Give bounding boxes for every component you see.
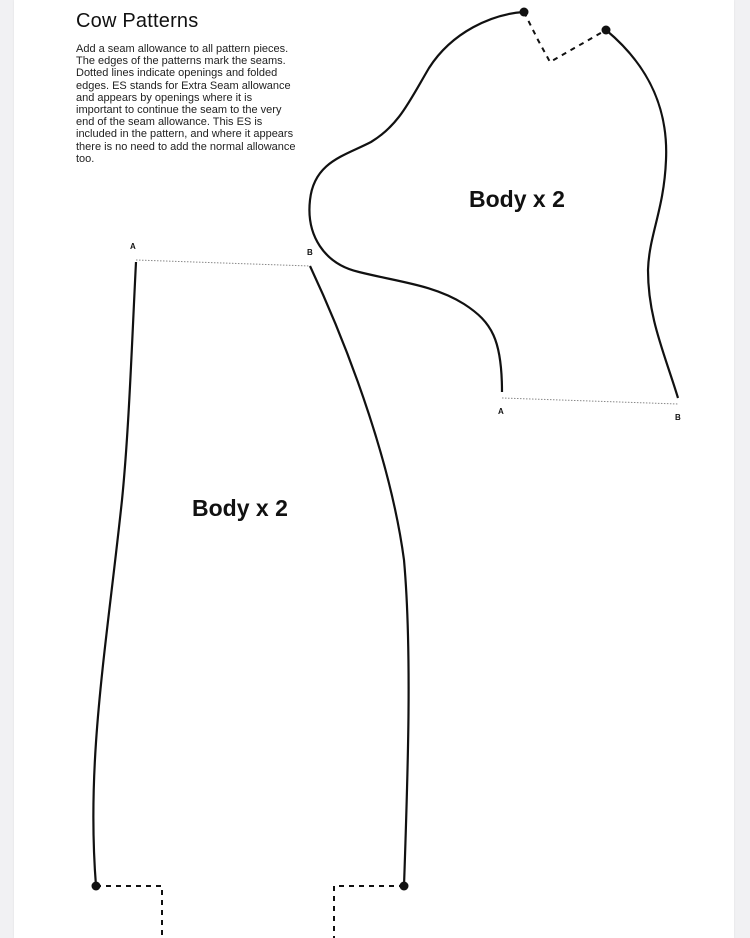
pattern-piece-body [92,242,409,938]
page-title: Cow Patterns [76,10,199,32]
body-marker-dot [400,882,409,891]
piece-label: Body x 2 [192,495,288,521]
head-back-outline [606,30,678,398]
body-left-foot-dashed [96,886,162,938]
point-label-b: B [307,248,313,257]
head-marker-dot [520,8,529,17]
body-marker-dot [92,882,101,891]
pattern-drawing [14,0,734,938]
head-opening-dotted-line [502,398,678,404]
body-right-foot-dashed [334,886,404,938]
body-right-outline [310,266,409,886]
head-dashed-notch [524,12,606,62]
body-left-outline [93,262,136,886]
pattern-page [14,0,734,938]
piece-label: Body x 2 [469,186,565,212]
point-label-a: A [130,242,136,251]
pattern-piece-head [309,8,681,423]
head-marker-dot [602,26,611,35]
point-label-b: B [675,413,681,422]
intro-paragraph: Add a seam allowance to all pattern pieces. The edges of the patterns mark the seams. Dotted lines indicate openings and folded edges. ES stands for Extra Seam allowance and appears by openings where it is important to continue the seam to the very end of the seam allowance. This ES is included in the pattern, and where it appears there is no need to add the normal allowance too. [76,43,296,165]
point-label-a: A [498,407,504,416]
body-opening-dotted-line [136,260,310,266]
